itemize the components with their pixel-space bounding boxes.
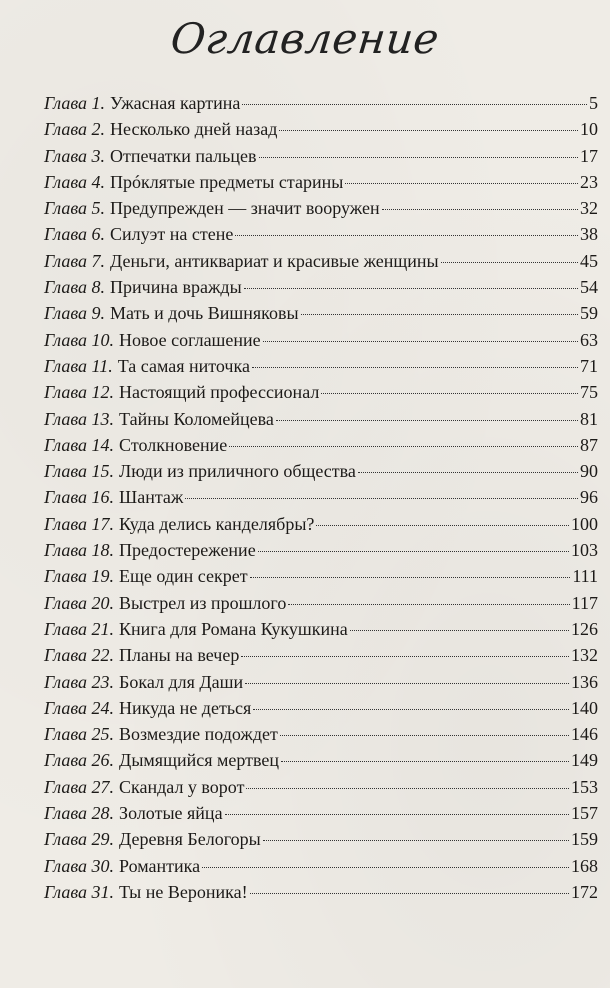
chapter-label: Глава 9. [44, 303, 106, 324]
chapter-title: Та самая ниточка [117, 355, 250, 376]
dot-leader [441, 262, 578, 263]
chapter-label: Глава 3. [44, 145, 106, 166]
chapter-page-number: 90 [580, 461, 598, 482]
chapter-label: Глава 17. [44, 513, 115, 534]
chapter-page-number: 117 [571, 592, 598, 613]
toc-entry [44, 356, 598, 382]
chapter-title: Настоящий профессионал [119, 382, 320, 403]
dot-leader [280, 735, 569, 736]
toc-entry [44, 566, 598, 592]
chapter-title: Ужасная картина [110, 93, 241, 113]
chapter-title: Куда делись канделябры? [119, 513, 315, 534]
toc-entry [44, 829, 598, 855]
dot-leader [229, 446, 578, 447]
chapter-label: Глава 23. [44, 671, 115, 692]
chapter-label: Глава 7. [44, 250, 106, 271]
dot-leader [350, 630, 569, 631]
toc-entry [44, 224, 598, 250]
dot-leader [253, 709, 569, 710]
dot-leader [382, 209, 578, 210]
dot-leader [358, 472, 578, 473]
toc-entry [44, 750, 598, 776]
toc-entry [44, 882, 598, 908]
chapter-page-number: 140 [571, 697, 598, 718]
chapter-title: Еще один секрет [119, 566, 248, 587]
chapter-label: Глава 24. [44, 697, 115, 718]
chapter-label: Глава 15. [44, 461, 115, 482]
dot-leader [345, 183, 578, 184]
dot-leader [242, 104, 587, 105]
toc-entry [44, 698, 598, 724]
chapter-title: Деньги, антиквариат и красивые женщины [110, 250, 439, 271]
chapter-title: Выстрел из прошлого [119, 592, 287, 613]
chapter-title: Никуда не деться [119, 697, 252, 718]
toc-entry [44, 724, 598, 750]
chapter-title: Тайны Коломейцева [119, 408, 274, 429]
dot-leader [185, 498, 578, 499]
chapter-label: Глава 5. [44, 198, 106, 219]
toc-entry [44, 593, 598, 619]
chapter-label: Глава 10. [44, 329, 115, 350]
toc-entry [44, 251, 598, 277]
chapter-label: Глава 4. [44, 171, 106, 192]
chapter-page-number: 45 [580, 250, 598, 271]
toc-entry [44, 382, 598, 408]
chapter-page-number: 159 [571, 829, 598, 850]
chapter-page-number: 75 [580, 382, 598, 403]
dot-leader [225, 814, 569, 815]
chapter-title: Скандал у ворот [119, 776, 245, 797]
chapter-label: Глава 30. [44, 855, 115, 876]
chapter-label: Глава 12. [44, 382, 115, 403]
toc-entry [44, 777, 598, 803]
toc-entry [44, 856, 598, 882]
toc-entry [44, 672, 598, 698]
chapter-page-number: 59 [580, 303, 598, 324]
dot-leader [241, 656, 569, 657]
chapter-label: Глава 31. [44, 881, 115, 902]
dot-leader [252, 367, 578, 368]
toc-entry [44, 645, 598, 671]
dot-leader [245, 683, 569, 684]
toc-entry [44, 803, 598, 829]
chapter-page-number: 17 [580, 145, 598, 166]
chapter-label: Глава 20. [44, 592, 115, 613]
chapter-label: Глава 27. [44, 776, 115, 797]
toc-entry [44, 540, 598, 566]
chapter-label: Глава 25. [44, 724, 115, 745]
chapter-page-number: 96 [580, 487, 598, 508]
chapter-page-number: 63 [580, 329, 598, 350]
chapter-title: Книга для Романа Кукушкина [119, 618, 348, 639]
dot-leader [263, 840, 569, 841]
toc-entry [44, 514, 598, 540]
chapter-page-number: 146 [571, 724, 598, 745]
chapter-page-number: 10 [580, 119, 598, 140]
chapter-label: Глава 1. [44, 93, 106, 113]
dot-leader [250, 893, 569, 894]
chapter-page-number: 38 [580, 224, 598, 245]
chapter-title: Предостережение [119, 540, 256, 561]
chapter-label: Глава 21. [44, 618, 115, 639]
toc-entry [44, 409, 598, 435]
chapter-page-number: 172 [571, 881, 598, 902]
chapter-page-number: 87 [580, 434, 598, 455]
chapter-label: Глава 11. [44, 355, 113, 376]
chapter-title: Деревня Белогоры [119, 829, 261, 850]
chapter-label: Глава 13. [44, 408, 115, 429]
chapter-title: Планы на вечер [119, 645, 240, 666]
chapter-title: Несколько дней назад [110, 119, 278, 140]
chapter-page-number: 71 [580, 355, 598, 376]
chapter-title: Прóклятые предметы старины [110, 171, 344, 192]
chapter-title: Столкновение [119, 434, 228, 455]
toc-entry [44, 303, 598, 329]
chapter-page-number: 81 [580, 408, 598, 429]
dot-leader [281, 761, 569, 762]
toc-entry [44, 330, 598, 356]
chapter-title: Силуэт на стене [110, 224, 234, 245]
chapter-label: Глава 22. [44, 645, 115, 666]
chapter-label: Глава 16. [44, 487, 115, 508]
chapter-label: Глава 18. [44, 540, 115, 561]
dot-leader [258, 551, 569, 552]
dot-leader [244, 288, 578, 289]
chapter-title: Причина вражды [110, 277, 242, 298]
chapter-page-number: 153 [571, 776, 598, 797]
chapter-page-number: 5 [589, 93, 598, 113]
chapter-page-number: 126 [571, 618, 598, 639]
chapter-label: Глава 14. [44, 434, 115, 455]
chapter-label: Глава 28. [44, 803, 115, 824]
chapter-page-number: 168 [571, 855, 598, 876]
table-of-contents [44, 93, 598, 908]
chapter-page-number: 54 [580, 277, 598, 298]
dot-leader [259, 157, 579, 158]
chapter-title: Шантаж [119, 487, 184, 508]
chapter-label: Глава 2. [44, 119, 106, 140]
toc-entry [44, 93, 598, 119]
dot-leader [263, 341, 578, 342]
toc-entry [44, 172, 598, 198]
dot-leader [246, 788, 569, 789]
toc-entry [44, 277, 598, 303]
chapter-title: Люди из приличного общества [119, 461, 356, 482]
toc-entry [44, 619, 598, 645]
dot-leader [301, 314, 578, 315]
chapter-title: Возмездие подождет [119, 724, 278, 745]
chapter-title: Бокал для Даши [119, 671, 244, 692]
chapter-title: Романтика [119, 855, 201, 876]
chapter-title: Новое соглашение [119, 329, 261, 350]
dot-leader [316, 525, 569, 526]
dot-leader [276, 420, 578, 421]
dot-leader [202, 867, 569, 868]
chapter-label: Глава 29. [44, 829, 115, 850]
chapter-label: Глава 6. [44, 224, 106, 245]
page-title: Оглавление [168, 14, 442, 63]
toc-entry [44, 435, 598, 461]
dot-leader [279, 130, 578, 131]
chapter-title: Золотые яйца [119, 803, 223, 824]
chapter-label: Глава 26. [44, 750, 115, 771]
chapter-page-number: 23 [580, 171, 598, 192]
chapter-title: Предупрежден — значит вооружен [110, 198, 380, 219]
chapter-page-number: 136 [571, 671, 598, 692]
chapter-page-number: 157 [571, 803, 598, 824]
chapter-page-number: 149 [571, 750, 598, 771]
chapter-page-number: 32 [580, 198, 598, 219]
dot-leader [288, 604, 569, 605]
toc-entry [44, 461, 598, 487]
chapter-title: Дымящийся мертвец [119, 750, 280, 771]
chapter-page-number: 132 [571, 645, 598, 666]
toc-entry [44, 119, 598, 145]
toc-entry [44, 198, 598, 224]
dot-leader [321, 393, 578, 394]
chapter-title: Мать и дочь Вишняковы [110, 303, 299, 324]
chapter-title: Отпечатки пальцев [110, 145, 257, 166]
chapter-page-number: 103 [571, 540, 598, 561]
chapter-label: Глава 19. [44, 566, 115, 587]
chapter-page-number: 100 [571, 513, 598, 534]
chapter-label: Глава 8. [44, 277, 106, 298]
chapter-page-number: 111 [572, 566, 598, 587]
toc-entry [44, 146, 598, 172]
dot-leader [235, 235, 578, 236]
toc-entry [44, 487, 598, 513]
chapter-title: Ты не Вероника! [119, 881, 248, 902]
dot-leader [250, 577, 571, 578]
